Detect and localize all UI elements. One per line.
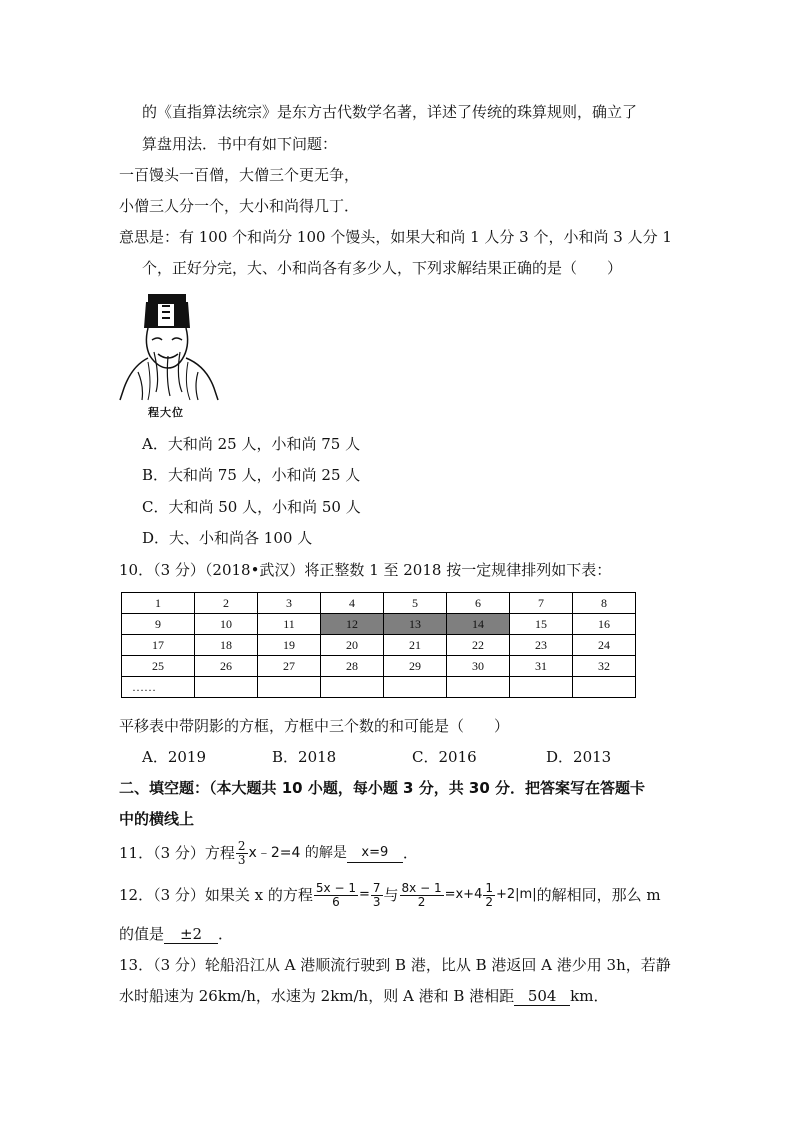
q11-answer: x=9 xyxy=(347,844,403,863)
table-cell: 8 xyxy=(573,593,636,614)
table-cell: 1 xyxy=(122,593,195,614)
portrait-image xyxy=(118,292,222,420)
table-cell: 18 xyxy=(195,635,258,656)
table-cell: 6 xyxy=(447,593,510,614)
table-cell: 29 xyxy=(384,656,447,677)
table-cell: 10 xyxy=(195,614,258,635)
table-cell: 28 xyxy=(321,656,384,677)
q13-answer: 504 xyxy=(514,987,570,1006)
table-cell: 27 xyxy=(258,656,321,677)
intro-line-1: 的《直指算法统宗》是东方古代数学名著，详述了传统的珠算规则，确立了 xyxy=(142,103,638,121)
q12-fraction-4 xyxy=(483,882,495,909)
q12-fraction-1 xyxy=(314,882,358,909)
section-2-heading-line-2: 中的横线上 xyxy=(119,810,195,828)
q12-prefix: 12．（3 分）如果关 x 的方程 xyxy=(119,886,313,904)
equals-sign: = xyxy=(358,887,370,902)
q13-line-2 xyxy=(119,986,608,1006)
table-cell: 11 xyxy=(258,614,321,635)
table-cell: 15 xyxy=(510,614,573,635)
fraction-numerator: 1 xyxy=(485,880,493,895)
intro-line-6: 个，正好分完，大、小和尚各有多少人，下列求解结果正确的是（ ） xyxy=(142,259,623,277)
poem-line-1: 一百馒头一百僧，大僧三个更无争， xyxy=(119,166,360,184)
q9-option-b: B．大和尚 75 人，小和尚 25 人 xyxy=(142,466,361,484)
q13-line-1: 13．（3 分）轮船沿江从 A 港顺流行驶到 B 港，比从 B 港返回 A 港少用 3h，若静 xyxy=(119,956,671,974)
q13-suffix: km． xyxy=(570,987,609,1005)
q12-equation-part: =x+4 xyxy=(444,887,483,902)
intro-line-2: 算盘用法．书中有如下问题： xyxy=(142,135,338,153)
fraction-denominator: 2 xyxy=(417,894,426,909)
table-cell: 17 xyxy=(122,635,195,656)
fraction-numerator: 5x − 1 xyxy=(315,880,356,895)
q12-line-2-prefix: 的值是 xyxy=(119,925,165,943)
fraction-denominator: 6 xyxy=(332,894,340,909)
table-cell xyxy=(447,677,510,698)
table-cell: 5 xyxy=(384,593,447,614)
table-row xyxy=(122,656,636,677)
q10-option-c: C．2016 xyxy=(412,748,477,766)
q11-prefix: 11．（3 分）方程 xyxy=(119,844,235,862)
fraction-denominator: 2 xyxy=(485,894,493,909)
q11-equation: x﹣2=4 的解是 xyxy=(248,845,347,861)
q11-fraction xyxy=(236,840,248,867)
table-row xyxy=(122,635,636,656)
q13-line-2-prefix: 水时船速为 26km/h，水速为 2km/h，则 A 港和 B 港相距 xyxy=(119,987,515,1005)
q12-after: 的解相同，那么 m xyxy=(536,886,661,904)
q9-option-a: A．大和尚 25 人，小和尚 75 人 xyxy=(142,435,361,453)
table-cell: 16 xyxy=(573,614,636,635)
table-cell xyxy=(573,677,636,698)
fraction-denominator: 3 xyxy=(237,852,246,867)
shaded-cell: 12 xyxy=(321,614,384,635)
q11-suffix: ． xyxy=(402,844,418,862)
table-cell: 23 xyxy=(510,635,573,656)
table-cell xyxy=(510,677,573,698)
table-cell: 31 xyxy=(510,656,573,677)
table-cell xyxy=(258,677,321,698)
q12-line-2 xyxy=(119,924,233,944)
table-cell: 30 xyxy=(447,656,510,677)
q10-stem: 10．（3 分）（2018•武汉）将正整数 1 至 2018 按一定规律排列如下表： xyxy=(119,561,612,579)
q12-equation-tail: +2|m| xyxy=(495,887,537,902)
table-cell: 9 xyxy=(122,614,195,635)
table-cell xyxy=(195,677,258,698)
q9-option-c: C．大和尚 50 人，小和尚 50 人 xyxy=(142,498,361,516)
table-cell: 26 xyxy=(195,656,258,677)
table-cell: 21 xyxy=(384,635,447,656)
shaded-cell: 14 xyxy=(447,614,510,635)
q12-fraction-2 xyxy=(371,882,383,909)
q12-answer: ±2 xyxy=(164,925,218,944)
fraction-numerator: 7 xyxy=(372,880,381,895)
table-cell: 25 xyxy=(122,656,195,677)
table-cell: 22 xyxy=(447,635,510,656)
table-cell: 2 xyxy=(195,593,258,614)
table-cell: 4 xyxy=(321,593,384,614)
table-cell: 19 xyxy=(258,635,321,656)
q12-line-1 xyxy=(119,880,661,910)
q9-option-d: D．大、小和尚各 100 人 xyxy=(142,529,313,547)
table-cell: …… xyxy=(122,677,195,698)
table-cell: 20 xyxy=(321,635,384,656)
fraction-numerator: 8x − 1 xyxy=(401,880,442,895)
intro-line-5: 意思是：有 100 个和尚分 100 个馒头，如果大和尚 1 人分 3 个，小和尚 3 人分 1 xyxy=(119,228,672,246)
shaded-cell: 13 xyxy=(384,614,447,635)
q10-question: 平移表中带阴影的方框，方框中三个数的和可能是（ ） xyxy=(119,717,510,735)
table-row xyxy=(122,677,636,698)
table-cell: 3 xyxy=(258,593,321,614)
q11 xyxy=(119,840,418,866)
table-row xyxy=(122,593,636,614)
table-cell: 24 xyxy=(573,635,636,656)
q10-option-a: A．2019 xyxy=(142,748,207,766)
number-table xyxy=(121,592,636,698)
q10-option-d: D．2013 xyxy=(546,748,612,766)
fraction-numerator: 2 xyxy=(237,838,246,853)
table-cell: 32 xyxy=(573,656,636,677)
q12-fraction-3 xyxy=(400,882,444,909)
portrait-drawing xyxy=(118,292,222,402)
fraction-denominator: 3 xyxy=(372,894,381,909)
table-cell xyxy=(321,677,384,698)
table-row xyxy=(122,614,636,635)
poem-line-2: 小僧三人分一个，大小和尚得几丁． xyxy=(119,197,360,215)
q10-option-b: B．2018 xyxy=(272,748,337,766)
table-cell: 7 xyxy=(510,593,573,614)
section-2-heading-line-1: 二、填空题：（本大题共 10 小题，每小题 3 分，共 30 分．把答案写在答题卡 xyxy=(119,779,646,797)
q12-connector: 与 xyxy=(383,886,399,904)
table-cell xyxy=(384,677,447,698)
q12-suffix: ． xyxy=(218,925,234,943)
portrait-caption: 程大位 xyxy=(148,406,184,419)
